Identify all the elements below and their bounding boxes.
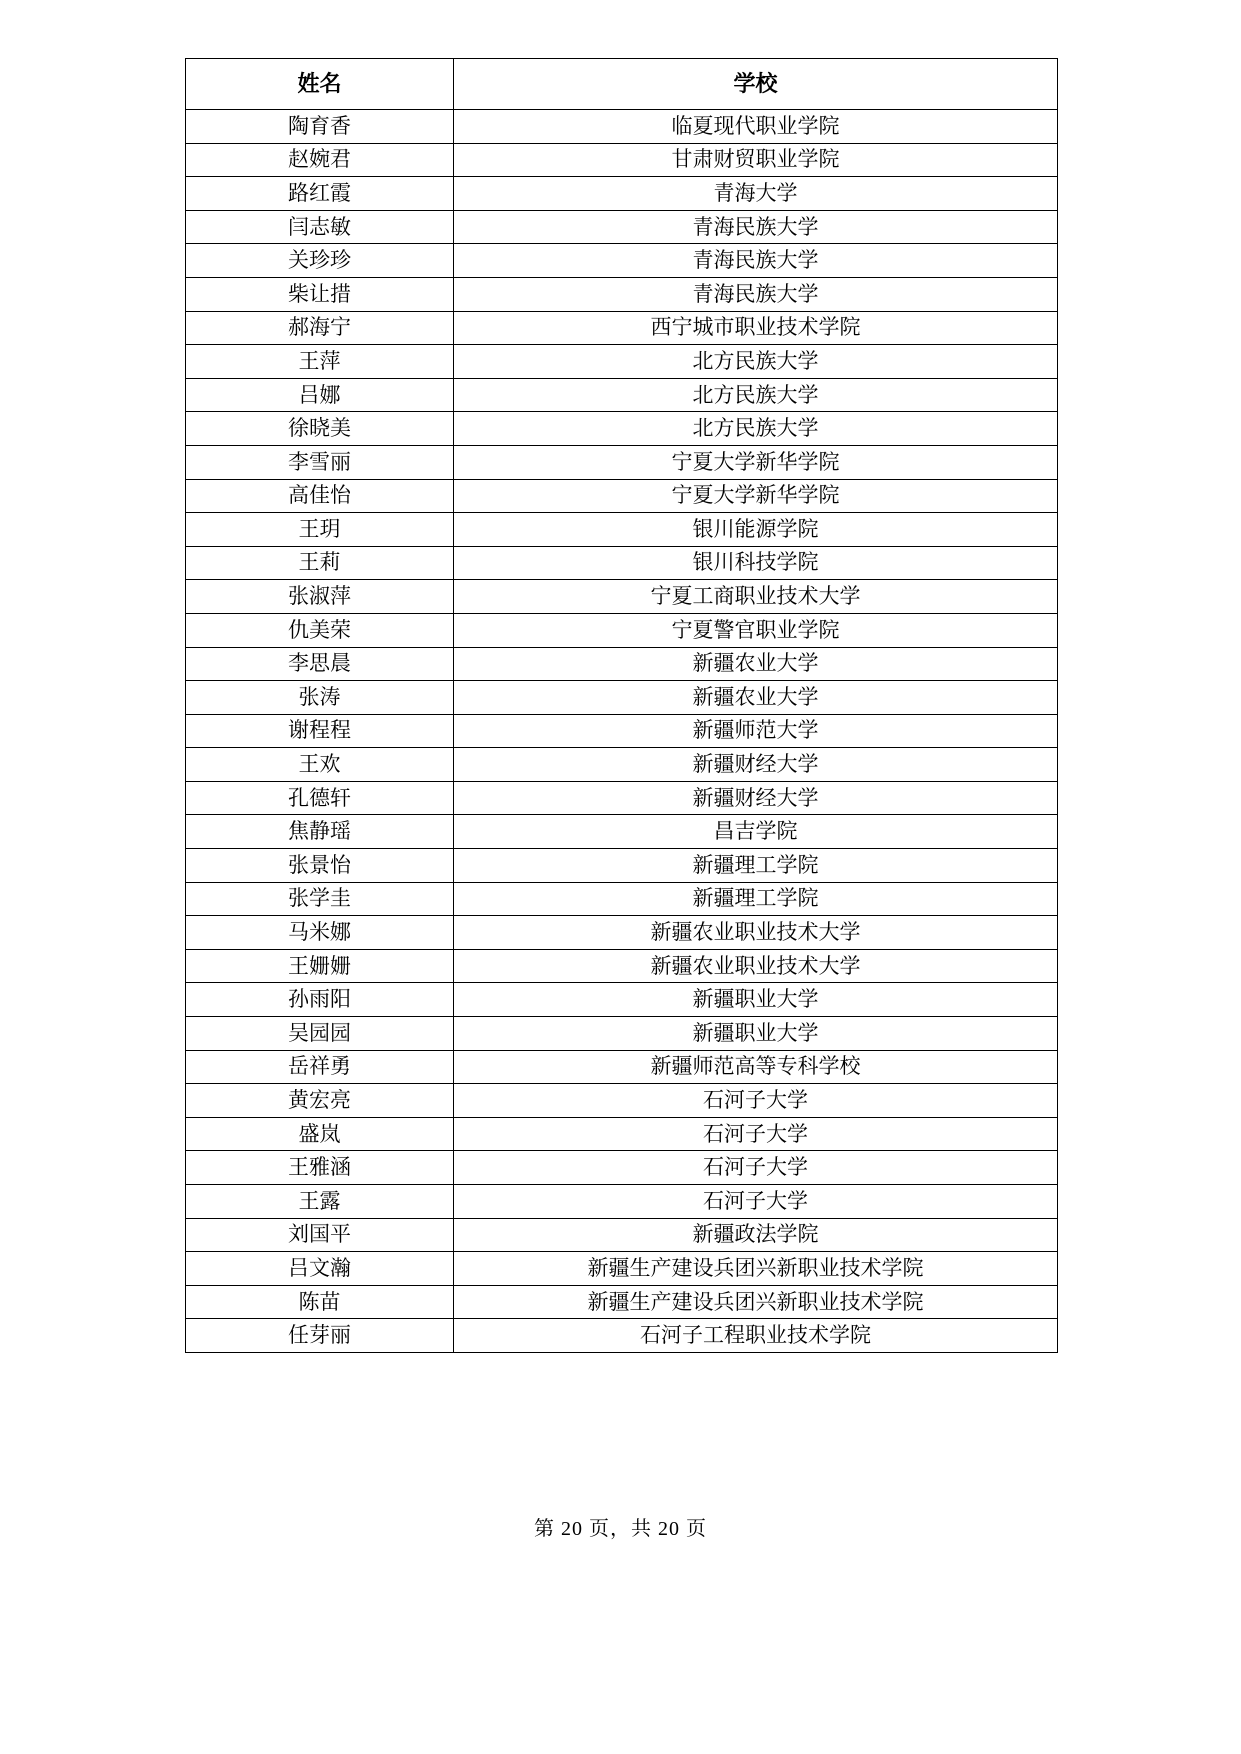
cell-name: 谢程程 (186, 714, 454, 748)
cell-name: 陈苗 (186, 1285, 454, 1319)
table-row (186, 1252, 1058, 1286)
column-header-name: 姓名 (186, 59, 454, 110)
cell-name: 马米娜 (186, 916, 454, 950)
cell-school: 新疆农业职业技术大学 (454, 916, 1058, 950)
cell-school: 新疆师范大学 (454, 714, 1058, 748)
cell-school: 宁夏大学新华学院 (454, 445, 1058, 479)
cell-school: 青海民族大学 (454, 277, 1058, 311)
table-row (186, 916, 1058, 950)
table-row (186, 1151, 1058, 1185)
cell-school: 银川科技学院 (454, 546, 1058, 580)
table-body (186, 110, 1058, 1353)
cell-name: 赵婉君 (186, 143, 454, 177)
cell-school: 石河子大学 (454, 1117, 1058, 1151)
table-row (186, 714, 1058, 748)
cell-name: 王萍 (186, 345, 454, 379)
table-row (186, 513, 1058, 547)
cell-school: 临夏现代职业学院 (454, 110, 1058, 144)
table-row (186, 378, 1058, 412)
table-row (186, 1218, 1058, 1252)
table-row (186, 1185, 1058, 1219)
table-row (186, 479, 1058, 513)
cell-name: 吕文瀚 (186, 1252, 454, 1286)
table-row (186, 1285, 1058, 1319)
table-row (186, 815, 1058, 849)
cell-school: 石河子大学 (454, 1084, 1058, 1118)
table-row (186, 143, 1058, 177)
cell-school: 石河子大学 (454, 1185, 1058, 1219)
table-row (186, 748, 1058, 782)
table-row (186, 277, 1058, 311)
cell-school: 新疆农业大学 (454, 681, 1058, 715)
cell-school: 新疆政法学院 (454, 1218, 1058, 1252)
table-row (186, 345, 1058, 379)
cell-name: 王露 (186, 1185, 454, 1219)
table-row (186, 210, 1058, 244)
cell-school: 宁夏大学新华学院 (454, 479, 1058, 513)
table-row (186, 244, 1058, 278)
table-row (186, 983, 1058, 1017)
cell-school: 西宁城市职业技术学院 (454, 311, 1058, 345)
cell-school: 青海民族大学 (454, 210, 1058, 244)
table-row (186, 1050, 1058, 1084)
cell-school: 石河子工程职业技术学院 (454, 1319, 1058, 1353)
table-row (186, 110, 1058, 144)
cell-name: 王欢 (186, 748, 454, 782)
table-row (186, 949, 1058, 983)
cell-school: 新疆财经大学 (454, 781, 1058, 815)
cell-school: 新疆职业大学 (454, 1017, 1058, 1051)
table-row (186, 546, 1058, 580)
cell-name: 陶育香 (186, 110, 454, 144)
cell-name: 王雅涵 (186, 1151, 454, 1185)
cell-name: 仇美荣 (186, 613, 454, 647)
cell-school: 新疆理工学院 (454, 882, 1058, 916)
cell-name: 盛岚 (186, 1117, 454, 1151)
table-row (186, 1017, 1058, 1051)
cell-name: 柴让措 (186, 277, 454, 311)
cell-name: 关珍珍 (186, 244, 454, 278)
cell-name: 徐晓美 (186, 412, 454, 446)
cell-school: 新疆生产建设兵团兴新职业技术学院 (454, 1285, 1058, 1319)
cell-name: 孙雨阳 (186, 983, 454, 1017)
cell-name: 王莉 (186, 546, 454, 580)
table-row (186, 311, 1058, 345)
cell-name: 李思晨 (186, 647, 454, 681)
table-row (186, 1319, 1058, 1353)
table-row (186, 647, 1058, 681)
roster-table-container (185, 58, 1057, 1353)
table-row (186, 445, 1058, 479)
cell-name: 岳祥勇 (186, 1050, 454, 1084)
cell-name: 高佳怡 (186, 479, 454, 513)
cell-name: 王玥 (186, 513, 454, 547)
table-row (186, 1084, 1058, 1118)
cell-school: 新疆财经大学 (454, 748, 1058, 782)
cell-name: 王姗姗 (186, 949, 454, 983)
cell-school: 新疆职业大学 (454, 983, 1058, 1017)
cell-name: 郝海宁 (186, 311, 454, 345)
cell-school: 新疆农业职业技术大学 (454, 949, 1058, 983)
cell-name: 焦静瑶 (186, 815, 454, 849)
cell-school: 宁夏警官职业学院 (454, 613, 1058, 647)
cell-school: 青海民族大学 (454, 244, 1058, 278)
table-row (186, 613, 1058, 647)
cell-school: 甘肃财贸职业学院 (454, 143, 1058, 177)
cell-name: 黄宏亮 (186, 1084, 454, 1118)
cell-school: 新疆师范高等专科学校 (454, 1050, 1058, 1084)
table-header-row (186, 59, 1058, 110)
page-footer: 第 20 页，共 20 页 (534, 1518, 707, 1540)
cell-school: 北方民族大学 (454, 412, 1058, 446)
table-row (186, 849, 1058, 883)
table-row (186, 580, 1058, 614)
table-row (186, 412, 1058, 446)
cell-school: 石河子大学 (454, 1151, 1058, 1185)
cell-name: 张学圭 (186, 882, 454, 916)
cell-name: 李雪丽 (186, 445, 454, 479)
cell-name: 孔德轩 (186, 781, 454, 815)
cell-school: 新疆生产建设兵团兴新职业技术学院 (454, 1252, 1058, 1286)
cell-name: 吕娜 (186, 378, 454, 412)
table-row (186, 1117, 1058, 1151)
cell-name: 张涛 (186, 681, 454, 715)
cell-name: 路红霞 (186, 177, 454, 211)
cell-name: 张淑萍 (186, 580, 454, 614)
table-row (186, 781, 1058, 815)
cell-school: 北方民族大学 (454, 378, 1058, 412)
table-row (186, 882, 1058, 916)
cell-name: 刘国平 (186, 1218, 454, 1252)
table-row (186, 681, 1058, 715)
cell-name: 闫志敏 (186, 210, 454, 244)
table-header (186, 59, 1058, 110)
cell-school: 宁夏工商职业技术大学 (454, 580, 1058, 614)
cell-school: 新疆理工学院 (454, 849, 1058, 883)
cell-name: 吴园园 (186, 1017, 454, 1051)
roster-table (185, 58, 1058, 1353)
cell-school: 新疆农业大学 (454, 647, 1058, 681)
table-row (186, 177, 1058, 211)
cell-school: 北方民族大学 (454, 345, 1058, 379)
cell-school: 银川能源学院 (454, 513, 1058, 547)
cell-school: 昌吉学院 (454, 815, 1058, 849)
cell-name: 任芽丽 (186, 1319, 454, 1353)
cell-school: 青海大学 (454, 177, 1058, 211)
cell-name: 张景怡 (186, 849, 454, 883)
column-header-school: 学校 (454, 59, 1058, 110)
